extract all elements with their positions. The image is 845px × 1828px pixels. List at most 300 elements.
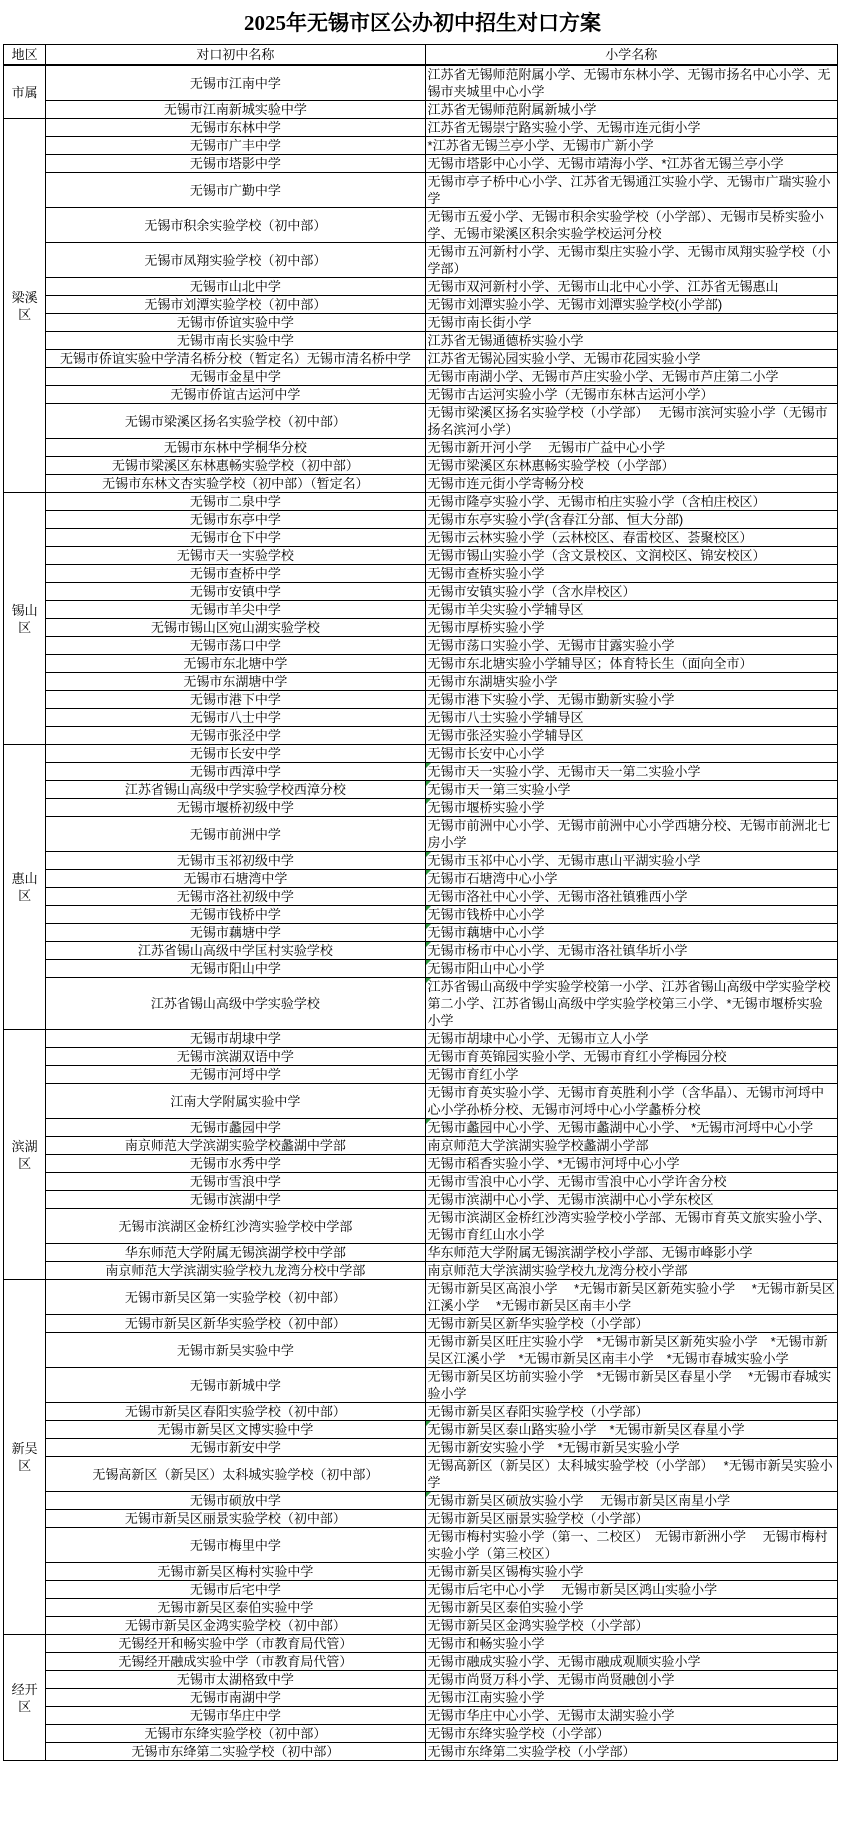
table-row xyxy=(4,511,838,529)
primary-school-cell xyxy=(425,1457,837,1492)
primary-school-cell xyxy=(425,1048,837,1066)
primary-school-text: 无锡市五河新村小学、无锡市梨庄实验小学、无锡市凤翔实验学校（小学部） xyxy=(427,244,831,276)
primary-school-text: 无锡市杨市中心小学、无锡市洛社镇华圻小学 xyxy=(427,943,688,958)
primary-school-cell xyxy=(425,1209,837,1244)
middle-school-cell: 江苏省锡山高级中学实验学校 xyxy=(46,978,425,1030)
middle-school-cell: 无锡市水秀中学 xyxy=(46,1155,425,1173)
primary-school-text: 江苏省锡山高级中学实验学校第一小学、江苏省锡山高级中学实验学校第二小学、江苏省锡山高级中学实验学校第三小学、*无锡市堰桥实验小学 xyxy=(427,979,831,1028)
middle-school-cell: 无锡市金星中学 xyxy=(46,368,425,386)
table-row xyxy=(4,1421,838,1439)
primary-school-cell xyxy=(425,601,837,619)
table-row xyxy=(4,1653,838,1671)
table-row xyxy=(4,1191,838,1209)
header-row xyxy=(4,45,838,66)
excel-green-triangle-icon xyxy=(426,1119,431,1124)
middle-school-cell: 南京师范大学滨湖实验学校九龙湾分校中学部 xyxy=(46,1262,425,1280)
table-row xyxy=(4,1725,838,1743)
primary-school-cell xyxy=(425,852,837,870)
middle-school-cell: 无锡市新吴区春阳实验学校（初中部） xyxy=(46,1403,425,1421)
table-row xyxy=(4,368,838,386)
header-middle-school: 对口初中名称 xyxy=(46,45,425,66)
primary-school-cell xyxy=(425,565,837,583)
primary-school-text: 无锡市新吴区坊前实验小学 *无锡市新吴区春星小学 *无锡市春城实验小学 xyxy=(427,1369,832,1401)
page-title: 2025年无锡市区公办初中招生对口方案 xyxy=(244,11,601,35)
primary-school-text: 无锡市梁溪区扬名实验学校（小学部） 无锡市滨河实验小学（无锡市扬名滨河小学） xyxy=(427,405,828,437)
primary-school-cell xyxy=(425,942,837,960)
table-row xyxy=(4,243,838,278)
primary-school-cell xyxy=(425,278,837,296)
middle-school-cell: 无锡市八士中学 xyxy=(46,709,425,727)
primary-school-cell xyxy=(425,817,837,852)
primary-school-cell xyxy=(425,314,837,332)
table-row xyxy=(4,173,838,208)
primary-school-text: 无锡市新开河小学 无锡市广益中心小学 xyxy=(427,440,666,455)
primary-school-text: 无锡市亭子桥中心小学、江苏省无锡通江实验小学、无锡市广瑞实验小学 xyxy=(427,174,831,206)
middle-school-cell: 无锡市羊尖中学 xyxy=(46,601,425,619)
primary-school-text: 江苏省无锡崇宁路实验小学、无锡市连元街小学 xyxy=(427,120,701,135)
middle-school-cell: 无锡市新安中学 xyxy=(46,1439,425,1457)
middle-school-cell: 无锡市南湖中学 xyxy=(46,1689,425,1707)
primary-school-cell xyxy=(425,1528,837,1563)
primary-school-text: 无锡市厚桥实验小学 xyxy=(427,620,545,635)
primary-school-cell xyxy=(425,1492,837,1510)
table-row xyxy=(4,870,838,888)
district-cell: 梁溪区 xyxy=(4,119,46,493)
primary-school-text: 无锡市新吴区丽景实验学校（小学部） xyxy=(427,1511,649,1526)
table-row xyxy=(4,1209,838,1244)
primary-school-text: 无锡市新吴区高浪小学 *无锡市新吴区新苑实验小学 *无锡市新吴区江溪小学 *无锡市新吴区南丰小学 xyxy=(427,1281,835,1313)
primary-school-cell xyxy=(425,978,837,1030)
table-row xyxy=(4,1030,838,1048)
primary-school-cell xyxy=(425,1244,837,1262)
primary-school-cell xyxy=(425,691,837,709)
primary-school-cell xyxy=(425,101,837,119)
middle-school-cell: 无锡市长安中学 xyxy=(46,745,425,763)
primary-school-text: 无锡市华庄中心小学、无锡市太湖实验小学 xyxy=(427,1708,675,1723)
primary-school-text: 无锡市荡口实验小学、无锡市甘露实验小学 xyxy=(427,638,675,653)
primary-school-cell xyxy=(425,368,837,386)
middle-school-cell: 无锡市东林中学 xyxy=(46,119,425,137)
middle-school-cell: 无锡市新吴区金鸿实验学校（初中部） xyxy=(46,1617,425,1635)
primary-school-cell xyxy=(425,637,837,655)
table-row xyxy=(4,1315,838,1333)
table-row xyxy=(4,547,838,565)
primary-school-cell xyxy=(425,1084,837,1119)
primary-school-cell xyxy=(425,1635,837,1653)
middle-school-cell: 无锡市侨谊实验中学清名桥分校（暂定名）无锡市清名桥中学 xyxy=(46,350,425,368)
middle-school-cell: 无锡市荡口中学 xyxy=(46,637,425,655)
primary-school-text: 无锡市羊尖实验小学辅导区 xyxy=(427,602,584,617)
district-cell: 滨湖区 xyxy=(4,1030,46,1280)
middle-school-cell: 无锡市梅里中学 xyxy=(46,1528,425,1563)
primary-school-cell xyxy=(425,137,837,155)
table-row xyxy=(4,978,838,1030)
middle-school-cell: 无锡市侨谊实验中学 xyxy=(46,314,425,332)
table-row xyxy=(4,1333,838,1368)
middle-school-cell: 无锡市东绛第二实验学校（初中部） xyxy=(46,1743,425,1761)
primary-school-cell xyxy=(425,1262,837,1280)
primary-school-cell xyxy=(425,119,837,137)
table-row xyxy=(4,960,838,978)
middle-school-cell: 江苏省锡山高级中学匡村实验学校 xyxy=(46,942,425,960)
primary-school-text: 无锡市阳山中心小学 xyxy=(427,961,545,976)
middle-school-cell: 无锡市新吴区第一实验学校（初中部） xyxy=(46,1280,425,1315)
primary-school-cell xyxy=(425,1333,837,1368)
middle-school-cell: 无锡市蠡园中学 xyxy=(46,1119,425,1137)
middle-school-cell: 南京师范大学滨湖实验学校蠡湖中学部 xyxy=(46,1137,425,1155)
primary-school-text: 无锡市蠡园中心小学、无锡市蠡湖中心小学、 *无锡市河埒中心小学 xyxy=(427,1120,814,1135)
middle-school-cell: 无锡市滨湖区金桥红沙湾实验学校中学部 xyxy=(46,1209,425,1244)
table-row xyxy=(4,817,838,852)
table-row xyxy=(4,1119,838,1137)
primary-school-cell xyxy=(425,1368,837,1403)
middle-school-cell: 无锡市港下中学 xyxy=(46,691,425,709)
primary-school-text: 无锡市东绛第二实验学校（小学部） xyxy=(427,1744,636,1759)
primary-school-cell xyxy=(425,1315,837,1333)
primary-school-text: 南京师范大学滨湖实验学校九龙湾分校小学部 xyxy=(427,1263,688,1278)
primary-school-cell xyxy=(425,332,837,350)
middle-school-cell: 无锡市堰桥初级中学 xyxy=(46,799,425,817)
primary-school-text: 江苏省无锡通德桥实验小学 xyxy=(427,333,584,348)
table-row xyxy=(4,314,838,332)
primary-school-text: 无锡市东湖塘实验小学 xyxy=(427,674,558,689)
middle-school-cell: 无锡市新吴区文博实验中学 xyxy=(46,1421,425,1439)
excel-green-triangle-icon xyxy=(426,1421,431,1426)
primary-school-cell xyxy=(425,1155,837,1173)
middle-school-cell: 无锡市西漳中学 xyxy=(46,763,425,781)
middle-school-cell: 无锡市仓下中学 xyxy=(46,529,425,547)
excel-green-triangle-icon xyxy=(426,852,431,857)
table-row xyxy=(4,1707,838,1725)
primary-school-text: 无锡市南长街小学 xyxy=(427,315,532,330)
middle-school-cell: 无锡市张泾中学 xyxy=(46,727,425,745)
middle-school-cell: 无锡市东林中学桐华分校 xyxy=(46,439,425,457)
excel-green-triangle-icon xyxy=(426,978,431,983)
table-row xyxy=(4,691,838,709)
primary-school-text: 无锡市江南实验小学 xyxy=(427,1690,545,1705)
primary-school-text: 无锡市藕塘中心小学 xyxy=(427,925,545,940)
table-row xyxy=(4,101,838,119)
table-row xyxy=(4,1581,838,1599)
primary-school-cell xyxy=(425,960,837,978)
table-row xyxy=(4,1671,838,1689)
middle-school-cell: 无锡市硕放中学 xyxy=(46,1492,425,1510)
table-row xyxy=(4,493,838,511)
primary-school-text: 无锡市港下实验小学、无锡市勤新实验小学 xyxy=(427,692,675,707)
enrollment-table-body xyxy=(4,65,838,1761)
primary-school-cell xyxy=(425,727,837,745)
middle-school-cell: 无锡市天一实验学校 xyxy=(46,547,425,565)
primary-school-cell xyxy=(425,386,837,404)
primary-school-text: 无锡市尚贤万科小学、无锡市尚贤融创小学 xyxy=(427,1672,675,1687)
table-row xyxy=(4,1510,838,1528)
primary-school-text: 无锡市新吴区新华实验学校（小学部） xyxy=(427,1316,649,1331)
primary-school-text: 无锡市塔影中心小学、无锡市靖海小学、*江苏省无锡兰亭小学 xyxy=(427,156,784,171)
primary-school-text: 江苏省无锡师范附属小学、无锡市东林小学、无锡市扬名中心小学、无锡市夹城里中心小学 xyxy=(427,67,831,99)
table-row xyxy=(4,1280,838,1315)
table-row xyxy=(4,619,838,637)
primary-school-cell xyxy=(425,888,837,906)
primary-school-cell xyxy=(425,1725,837,1743)
primary-school-text: 江苏省无锡沁园实验小学、无锡市花园实验小学 xyxy=(427,351,701,366)
middle-school-cell: 无锡市凤翔实验学校（初中部） xyxy=(46,243,425,278)
middle-school-cell: 无锡市洛社初级中学 xyxy=(46,888,425,906)
primary-school-cell xyxy=(425,1030,837,1048)
primary-school-text: 江苏省无锡师范附属新城小学 xyxy=(427,102,597,117)
primary-school-text: 无锡市东北塘实验小学辅导区；体育特长生（面向全市） xyxy=(427,656,753,671)
middle-school-cell: 无锡市东林文杏实验学校（初中部）（暂定名） xyxy=(46,475,425,493)
header-primary-school: 小学名称 xyxy=(425,45,837,66)
table-row xyxy=(4,1368,838,1403)
primary-school-text: 无锡市玉祁中心小学、无锡市惠山平湖实验小学 xyxy=(427,853,701,868)
middle-school-cell: 无锡市新吴区新华实验学校（初中部） xyxy=(46,1315,425,1333)
primary-school-text: 无锡市古运河实验小学（无锡市东林古运河小学） xyxy=(427,387,714,402)
table-row xyxy=(4,888,838,906)
middle-school-cell: 无锡市滨湖双语中学 xyxy=(46,1048,425,1066)
table-row xyxy=(4,1155,838,1173)
primary-school-text: 无锡市东绛实验学校（小学部） xyxy=(427,1726,610,1741)
table-row xyxy=(4,1599,838,1617)
middle-school-cell: 无锡市后宅中学 xyxy=(46,1581,425,1599)
table-row xyxy=(4,208,838,243)
middle-school-cell: 无锡市雪浪中学 xyxy=(46,1173,425,1191)
primary-school-cell xyxy=(425,1617,837,1635)
middle-school-cell: 江南大学附属实验中学 xyxy=(46,1084,425,1119)
primary-school-cell xyxy=(425,1510,837,1528)
middle-school-cell: 无锡市梁溪区扬名实验学校（初中部） xyxy=(46,404,425,439)
middle-school-cell: 无锡经开和畅实验中学（市教育局代管） xyxy=(46,1635,425,1653)
table-row xyxy=(4,332,838,350)
table-row xyxy=(4,942,838,960)
middle-school-cell: 无锡市东北塘中学 xyxy=(46,655,425,673)
primary-school-text: 无锡市育英锦园实验小学、无锡市育红小学梅园分校 xyxy=(427,1049,727,1064)
table-row xyxy=(4,565,838,583)
middle-school-cell: 无锡市华庄中学 xyxy=(46,1707,425,1725)
table-row xyxy=(4,1173,838,1191)
primary-school-text: 无锡市梁溪区东林惠畅实验学校（小学部） xyxy=(427,458,675,473)
excel-green-triangle-icon xyxy=(426,870,431,875)
primary-school-cell xyxy=(425,1403,837,1421)
table-row xyxy=(4,1743,838,1761)
primary-school-cell xyxy=(425,1653,837,1671)
middle-school-cell: 无锡市山北中学 xyxy=(46,278,425,296)
table-row xyxy=(4,278,838,296)
middle-school-cell: 无锡市查桥中学 xyxy=(46,565,425,583)
district-cell: 市属 xyxy=(4,65,46,119)
table-row xyxy=(4,1689,838,1707)
primary-school-cell xyxy=(425,404,837,439)
primary-school-text: *江苏省无锡兰亭小学、无锡市广新小学 xyxy=(427,138,654,153)
primary-school-cell xyxy=(425,1743,837,1761)
primary-school-text: 无锡市新吴区金鸿实验学校（小学部） xyxy=(427,1618,649,1633)
middle-school-cell: 无锡市塔影中学 xyxy=(46,155,425,173)
primary-school-cell xyxy=(425,1137,837,1155)
primary-school-cell xyxy=(425,475,837,493)
middle-school-cell: 无锡市钱桥中学 xyxy=(46,906,425,924)
primary-school-cell xyxy=(425,781,837,799)
table-row xyxy=(4,65,838,101)
table-row xyxy=(4,924,838,942)
table-row xyxy=(4,529,838,547)
table-row xyxy=(4,137,838,155)
middle-school-cell: 无锡市胡埭中学 xyxy=(46,1030,425,1048)
middle-school-cell: 无锡市东亭中学 xyxy=(46,511,425,529)
primary-school-text: 无锡市滨湖中心小学、无锡市滨湖中心小学东校区 xyxy=(427,1192,714,1207)
table-row xyxy=(4,1084,838,1119)
table-row xyxy=(4,1635,838,1653)
primary-school-text: 无锡市洛社中心小学、无锡市洛社镇雅西小学 xyxy=(427,889,688,904)
primary-school-cell xyxy=(425,1439,837,1457)
primary-school-cell xyxy=(425,799,837,817)
primary-school-text: 无锡市南湖小学、无锡市芦庄实验小学、无锡市芦庄第二小学 xyxy=(427,369,779,384)
table-row xyxy=(4,1137,838,1155)
primary-school-cell xyxy=(425,173,837,208)
table-row xyxy=(4,1403,838,1421)
table-row xyxy=(4,155,838,173)
primary-school-cell xyxy=(425,65,837,101)
middle-school-cell: 无锡市南长实验中学 xyxy=(46,332,425,350)
table-row xyxy=(4,1617,838,1635)
middle-school-cell: 无锡经开融成实验中学（市教育局代管） xyxy=(46,1653,425,1671)
primary-school-text: 无锡市隆亭实验小学、无锡市柏庄实验小学（含柏庄校区） xyxy=(427,494,766,509)
primary-school-text: 无锡市新吴区旺庄实验小学 *无锡市新吴区新苑实验小学 *无锡市新吴区江溪小学 *无锡市新吴区南丰小学 *无锡市春城实验小学 xyxy=(427,1334,828,1366)
table-row xyxy=(4,799,838,817)
primary-school-text: 无锡市锡山实验小学（含文景校区、文润校区、锦安校区） xyxy=(427,548,766,563)
primary-school-text: 无锡市梅村实验小学（第一、二校区） 无锡市新洲小学 无锡市梅村实验小学（第三校区） xyxy=(427,1529,828,1561)
table-row xyxy=(4,637,838,655)
middle-school-cell: 无锡市太湖格致中学 xyxy=(46,1671,425,1689)
primary-school-cell xyxy=(425,457,837,475)
table-row xyxy=(4,404,838,439)
excel-green-triangle-icon xyxy=(426,799,431,804)
table-row xyxy=(4,457,838,475)
primary-school-text: 南京师范大学滨湖实验学校蠡湖小学部 xyxy=(427,1138,649,1153)
middle-school-cell: 无锡市广丰中学 xyxy=(46,137,425,155)
primary-school-text: 无锡市后宅中心小学 无锡市新吴区鸿山实验小学 xyxy=(427,1582,718,1597)
primary-school-cell xyxy=(425,655,837,673)
primary-school-text: 无锡市稻香实验小学、*无锡市河埒中心小学 xyxy=(427,1156,680,1171)
primary-school-cell xyxy=(425,208,837,243)
table-row xyxy=(4,906,838,924)
primary-school-text: 无锡市五爱小学、无锡市积余实验学校（小学部）、无锡市吴桥实验小学、无锡市梁溪区积余实验学校运河分校 xyxy=(427,209,825,241)
primary-school-cell xyxy=(425,1421,837,1439)
table-row xyxy=(4,727,838,745)
primary-school-cell xyxy=(425,1280,837,1315)
primary-school-cell xyxy=(425,1581,837,1599)
table-row xyxy=(4,781,838,799)
middle-school-cell: 无锡市新吴区泰伯实验中学 xyxy=(46,1599,425,1617)
table-row xyxy=(4,1528,838,1563)
primary-school-text: 无锡市查桥实验小学 xyxy=(427,566,545,581)
primary-school-cell xyxy=(425,619,837,637)
table-row xyxy=(4,1048,838,1066)
table-row xyxy=(4,1066,838,1084)
middle-school-cell: 无锡市滨湖中学 xyxy=(46,1191,425,1209)
middle-school-cell: 无锡市新吴区梅村实验中学 xyxy=(46,1563,425,1581)
primary-school-cell xyxy=(425,870,837,888)
primary-school-cell xyxy=(425,296,837,314)
middle-school-cell: 无锡市新吴区丽景实验学校（初中部） xyxy=(46,1510,425,1528)
middle-school-cell: 无锡市新城中学 xyxy=(46,1368,425,1403)
table-row xyxy=(4,583,838,601)
primary-school-text: 无锡市育红小学 xyxy=(427,1067,519,1082)
table-row xyxy=(4,475,838,493)
primary-school-text: 无锡市双河新村小学、无锡市山北中心小学、江苏省无锡惠山 xyxy=(427,279,779,294)
primary-school-cell xyxy=(425,673,837,691)
primary-school-cell xyxy=(425,243,837,278)
primary-school-text: 无锡市刘潭实验小学、无锡市刘潭实验学校(小学部) xyxy=(427,297,723,312)
middle-school-cell: 无锡高新区（新吴区）太科城实验学校（初中部） xyxy=(46,1457,425,1492)
middle-school-cell: 无锡市二泉中学 xyxy=(46,493,425,511)
primary-school-cell xyxy=(425,1191,837,1209)
primary-school-text: 无锡市张泾实验小学辅导区 xyxy=(427,728,584,743)
primary-school-cell xyxy=(425,709,837,727)
table-row xyxy=(4,763,838,781)
table-row xyxy=(4,386,838,404)
primary-school-text: 无锡市新吴区泰山路实验小学 *无锡市新吴区春星小学 xyxy=(427,1422,745,1437)
primary-school-text: 无锡市天一第三实验小学 xyxy=(427,782,571,797)
primary-school-cell xyxy=(425,906,837,924)
primary-school-cell xyxy=(425,763,837,781)
primary-school-cell xyxy=(425,745,837,763)
district-cell: 新吴区 xyxy=(4,1280,46,1635)
middle-school-cell: 无锡市侨谊古运河中学 xyxy=(46,386,425,404)
excel-green-triangle-icon xyxy=(426,763,431,768)
primary-school-text: 无锡市融成实验小学、无锡市融成观顺实验小学 xyxy=(427,1654,701,1669)
middle-school-cell: 无锡市东湖塘中学 xyxy=(46,673,425,691)
primary-school-text: 无锡市新吴区锡梅实验小学 xyxy=(427,1564,584,1579)
primary-school-cell xyxy=(425,1689,837,1707)
primary-school-cell xyxy=(425,493,837,511)
table-row xyxy=(4,1457,838,1492)
excel-green-triangle-icon xyxy=(426,942,431,947)
primary-school-text: 无锡市长安中心小学 xyxy=(427,746,545,761)
district-cell: 惠山区 xyxy=(4,745,46,1030)
primary-school-text: 无锡市安镇实验小学（含水岸校区） xyxy=(427,584,636,599)
table-row xyxy=(4,296,838,314)
primary-school-text: 无锡市连元街小学寄畅分校 xyxy=(427,476,584,491)
middle-school-cell: 江苏省锡山高级中学实验学校西漳分校 xyxy=(46,781,425,799)
primary-school-cell xyxy=(425,583,837,601)
middle-school-cell: 无锡市藕塘中学 xyxy=(46,924,425,942)
primary-school-text: 无锡市石塘湾中心小学 xyxy=(427,871,558,886)
primary-school-text: 无锡市八士实验小学辅导区 xyxy=(427,710,584,725)
table-row xyxy=(4,852,838,870)
district-cell: 锡山区 xyxy=(4,493,46,745)
middle-school-cell: 无锡市玉祁初级中学 xyxy=(46,852,425,870)
middle-school-cell: 无锡市河埒中学 xyxy=(46,1066,425,1084)
primary-school-cell xyxy=(425,1119,837,1137)
primary-school-text: 无锡市新吴区春阳实验学校（小学部） xyxy=(427,1404,649,1419)
primary-school-text: 无锡市和畅实验小学 xyxy=(427,1636,545,1651)
table-row xyxy=(4,1244,838,1262)
primary-school-cell xyxy=(425,155,837,173)
table-row xyxy=(4,601,838,619)
primary-school-cell xyxy=(425,1707,837,1725)
middle-school-cell: 无锡市东绛实验学校（初中部） xyxy=(46,1725,425,1743)
table-row xyxy=(4,1492,838,1510)
excel-green-triangle-icon xyxy=(426,1492,431,1497)
primary-school-cell xyxy=(425,1563,837,1581)
primary-school-text: 无锡市胡埭中心小学、无锡市立人小学 xyxy=(427,1031,649,1046)
primary-school-text: 华东师范大学附属无锡滨湖学校小学部、无锡市峰影小学 xyxy=(427,1245,753,1260)
primary-school-text: 无锡市新安实验小学 *无锡市新吴实验小学 xyxy=(427,1440,680,1455)
middle-school-cell: 无锡市广勤中学 xyxy=(46,173,425,208)
table-row xyxy=(4,709,838,727)
primary-school-text: 无锡市云林实验小学（云林校区、春雷校区、荟聚校区） xyxy=(427,530,753,545)
primary-school-text: 无锡市堰桥实验小学 xyxy=(427,800,545,815)
primary-school-cell xyxy=(425,1173,837,1191)
